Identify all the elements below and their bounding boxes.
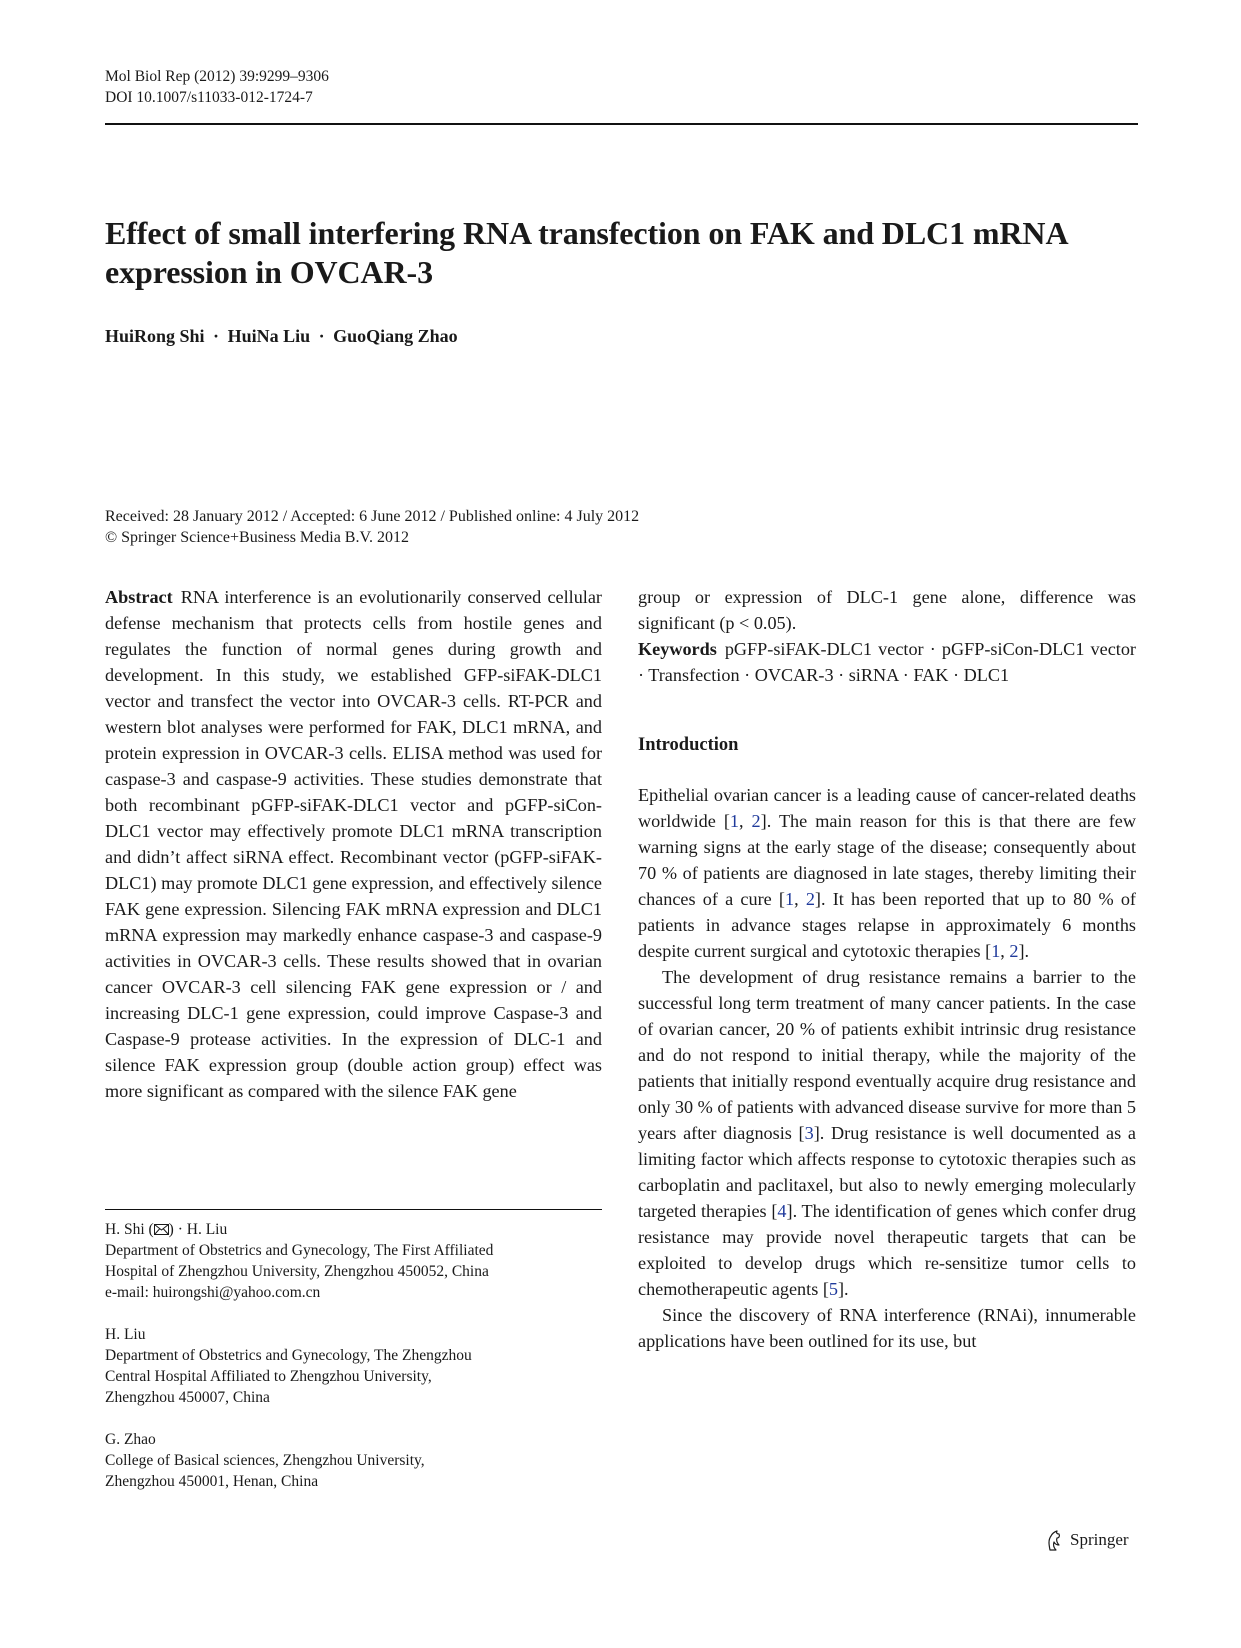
affiliation-block xyxy=(105,1429,602,1492)
keyword-separator: · xyxy=(739,665,755,685)
keyword-separator: · xyxy=(898,665,914,685)
abstract-continued: group or expression of DLC-1 gene alone, difference was significant (p < 0.05). xyxy=(638,587,1136,633)
citation-link[interactable]: 1 xyxy=(784,889,795,909)
affiliation-block xyxy=(105,1219,602,1303)
intro-paragraph: The development of drug resistance remains a barrier to the successful long term treatment of many cancer patients. In the case of ovarian cancer, 20 % of patients exhibit intrinsic drug resistance and do not respond to initial therapy, while the majority of the patients that initially respond eventually acquire drug resistance and only 30 % of patients with advanced disease survive for more than 5 years after diagnosis [3]. Drug resistance is well documented as a limiting factor which affects response to cytotoxic therapies such as carboplatin and paclitaxel, but also to newly emerging molecularly targeted therapies [4]. The identification of genes which confer drug resistance may provide novel therapeutic targets that can be exploited to develop drugs which re-sensitize tumor cells to chemotherapeutic agents [5]. xyxy=(638,967,1136,1299)
keyword-separator: · xyxy=(923,639,942,659)
keyword-separator: · xyxy=(948,665,964,685)
keyword: FAK xyxy=(913,665,949,685)
keyword-separator: · xyxy=(833,665,849,685)
affiliation-line: College of Basical sciences, Zhengzhou University, xyxy=(105,1452,425,1469)
author-name: HuiRong Shi xyxy=(105,326,205,346)
article-title: Effect of small interfering RNA transfection on FAK and DLC1 mRNA expression in OVCAR-3 xyxy=(105,215,1067,290)
abstract-text: RNA interference is an evolutionarily conserved cellular defense mechanism that protects cells from hostile genes and regulates the function of normal genes during growth and development. In this study, we established GFP-siFAK-DLC1 vector and transfect the vector into OVCAR-3 cells. RT-PCR and western blot analyses were performed for FAK, DLC1 mRNA, and protein expression in OVCAR-3 cells. ELISA method was used for caspase-3 and caspase-9 activities. These studies demonstrate that both recombinant pGFP-siFAK-DLC1 vector and pGFP-siCon-DLC1 vector may effectively promote DLC1 mRNA transcription and didn’t affect siRNA effect. Recombinant vector (pGFP-siFAK-DLC1) may promote DLC1 gene expression, and effectively silence FAK gene expression. Silencing FAK mRNA expression and DLC1 mRNA expression may markedly enhance caspase-3 and caspase-9 activities in OVCAR-3 cells. These results showed that in ovarian cancer OVCAR-3 cell silencing FAK gene expression or / and increasing DLC-1 gene expression, could improve Caspase-3 and Caspase-9 protease activities. In the expression of DLC-1 and silence FAK expression group (double action group) effect was more significant as compared with the silence FAK gene xyxy=(105,587,602,1101)
publisher-name: Springer xyxy=(1070,1530,1129,1549)
affiliation-names: H. Liu xyxy=(105,1326,146,1343)
affiliations xyxy=(105,1219,602,1513)
affiliation-block xyxy=(105,1324,602,1408)
affiliation-names: G. Zhao xyxy=(105,1431,156,1448)
affiliation-line: Hospital of Zhengzhou University, Zhengzhou 450052, China xyxy=(105,1263,489,1280)
publisher-logo xyxy=(1044,1528,1129,1552)
springer-horse-icon xyxy=(1044,1528,1064,1552)
keyword: OVCAR-3 xyxy=(754,665,834,685)
affiliation-line: Zhengzhou 450001, Henan, China xyxy=(105,1473,319,1490)
affiliation-rule xyxy=(105,1209,602,1210)
affiliation-line: Department of Obstetrics and Gynecology, The First Affiliated xyxy=(105,1242,494,1259)
affiliation-line: Department of Obstetrics and Gynecology, The Zhengzhou xyxy=(105,1347,472,1364)
intro-paragraph: Since the discovery of RNA interference (RNAi), innumerable applications have been outlined for its use, but xyxy=(638,1305,1136,1351)
citation-link[interactable]: 2 xyxy=(1009,941,1019,961)
keyword: siRNA xyxy=(848,665,899,685)
affiliation-names: H. Shi ( ) · H. Liu xyxy=(105,1221,228,1238)
intro-paragraph: Epithelial ovarian cancer is a leading cause of cancer-related deaths worldwide [1, 2]. The main reason for this is that there are few warning signs at the early stage of the disease; consequently about 70 % of patients are diagnosed in late stages, thereby limiting their chances of a cure [1, 2]. It has been reported that up to 80 % of patients in advance stages relapse in approximately 6 months despite current surgical and cytotoxic therapies [1, 2]. xyxy=(638,785,1136,961)
citation-link[interactable]: 4 xyxy=(777,1201,787,1221)
author-separator: · xyxy=(318,326,325,346)
citation-link[interactable]: 2 xyxy=(751,811,761,831)
section-heading-introduction: Introduction xyxy=(638,735,739,755)
right-column xyxy=(638,584,1136,1354)
copyright: © Springer Science+Business Media B.V. 2012 xyxy=(105,529,409,546)
journal-citation: Mol Biol Rep (2012) 39:9299–9306 xyxy=(105,68,329,85)
left-column xyxy=(105,584,602,1104)
doi: DOI 10.1007/s11033-012-1724-7 xyxy=(105,89,313,106)
author-list xyxy=(105,326,458,347)
affiliation-line: Central Hospital Affiliated to Zhengzhou University, xyxy=(105,1368,432,1385)
keyword-separator: · xyxy=(638,665,649,685)
citation-link[interactable]: 2 xyxy=(805,889,815,909)
journal-header xyxy=(105,66,329,108)
abstract-label: Abstract xyxy=(105,587,173,607)
citation-link[interactable]: 1 xyxy=(991,941,1001,961)
email: e-mail: huirongshi@yahoo.com.cn xyxy=(105,1284,321,1301)
keywords xyxy=(638,636,1136,688)
received-accepted-published: Received: 28 January 2012 / Accepted: 6 June 2012 / Published online: 4 July 2012 xyxy=(105,508,640,525)
keyword: pGFP-siFAK-DLC1 vector xyxy=(724,639,924,659)
author-name: HuiNa Liu xyxy=(227,326,311,346)
envelope-icon xyxy=(154,1224,169,1235)
citation-link[interactable]: 5 xyxy=(828,1279,838,1299)
header-rule xyxy=(105,123,1138,125)
author-name: GuoQiang Zhao xyxy=(333,326,458,346)
keyword: pGFP-siCon-DLC1 vector xyxy=(941,639,1136,659)
keyword: DLC1 xyxy=(963,665,1010,685)
author-separator: · xyxy=(213,326,220,346)
citation-link[interactable]: 1 xyxy=(729,811,739,831)
abstract xyxy=(105,584,602,1104)
publication-dates xyxy=(105,506,639,548)
keywords-label: Keywords xyxy=(638,639,717,659)
affiliation-line: Zhengzhou 450007, China xyxy=(105,1389,270,1406)
citation-link[interactable]: 3 xyxy=(804,1123,814,1143)
keyword: Transfection xyxy=(648,665,740,685)
